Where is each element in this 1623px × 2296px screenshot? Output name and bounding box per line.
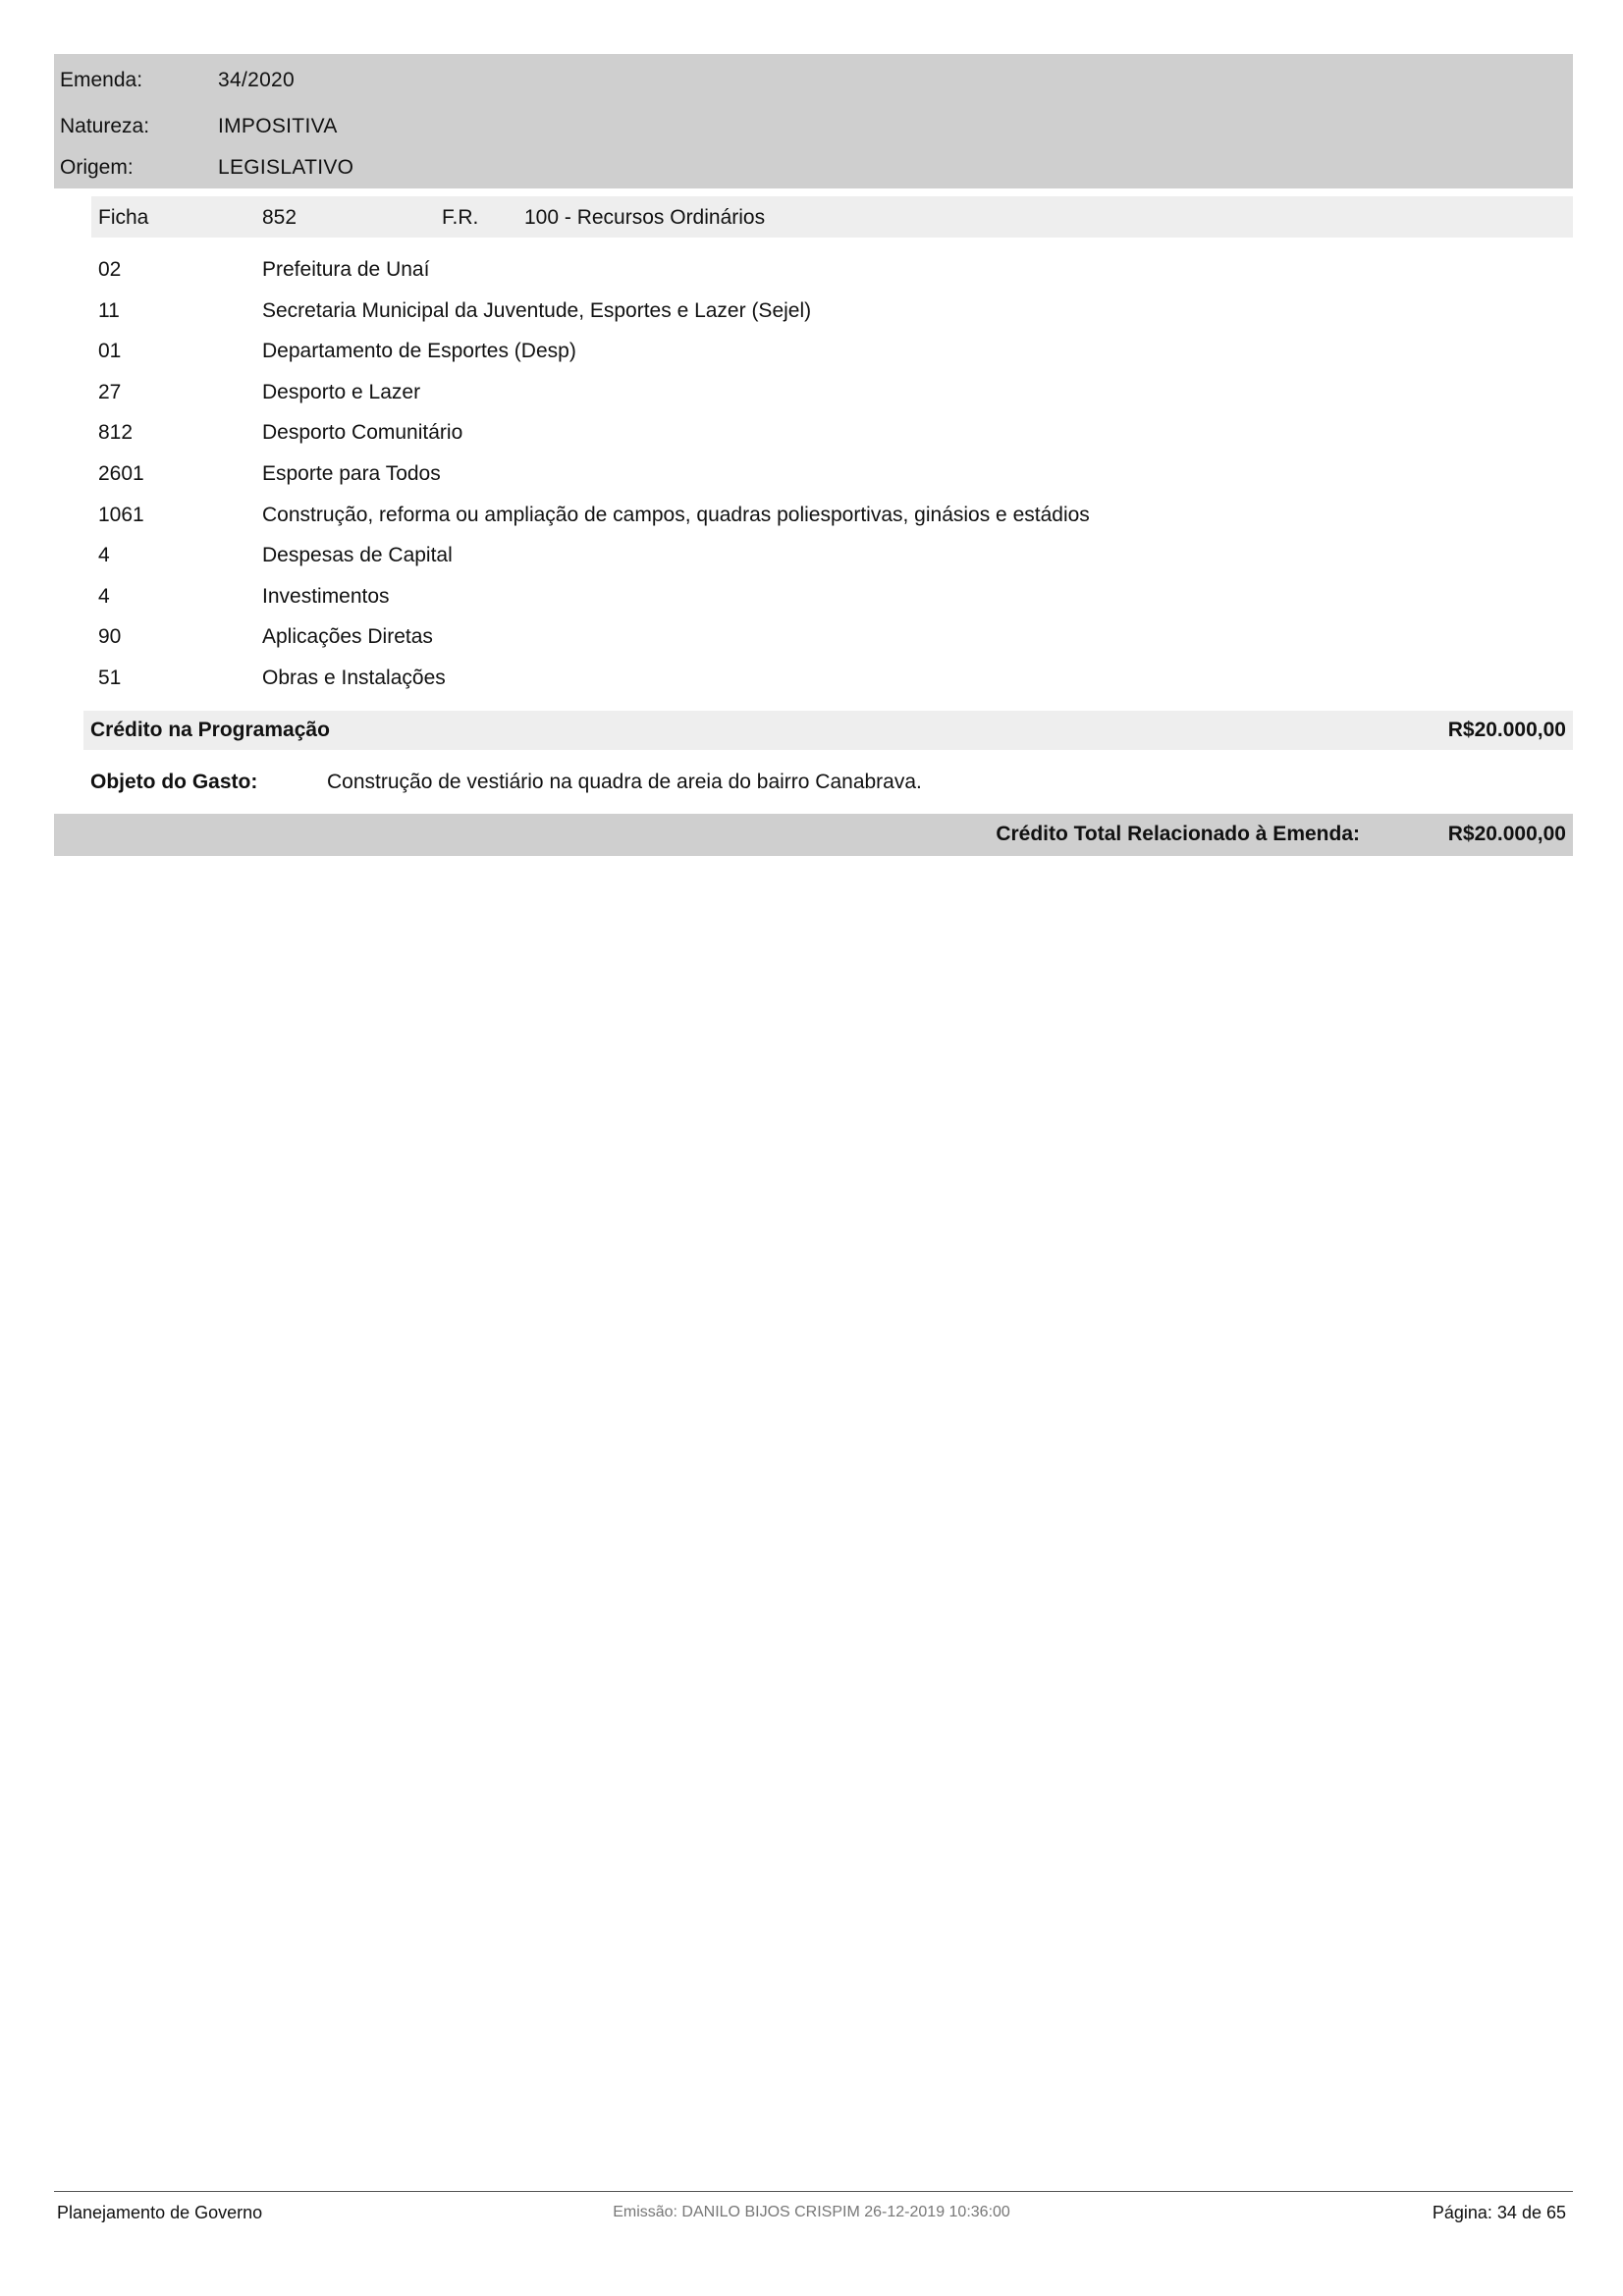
objeto-value: Construção de vestiário na quadra de areia do bairro Canabrava. (327, 771, 922, 793)
list-item-desc: Construção, reforma ou ampliação de campos, quadras poliesportivas, ginásios e estádios (262, 504, 1090, 526)
ficha-bar (91, 196, 1573, 238)
list-item-desc: Desporto Comunitário (262, 421, 463, 444)
list-item-desc: Investimentos (262, 585, 390, 608)
fr-label: F.R. (442, 206, 479, 229)
total-label: Crédito Total Relacionado à Emenda: (996, 823, 1360, 845)
emenda-label: Emenda: (60, 69, 143, 91)
list-item-code: 11 (98, 299, 120, 322)
list-item-code: 4 (98, 585, 110, 608)
list-item-desc: Prefeitura de Unaí (262, 258, 430, 281)
footer-center: Emissão: DANILO BIJOS CRISPIM 26-12-2019 10:36:00 (613, 2204, 1010, 2220)
list-item-desc: Obras e Instalações (262, 667, 446, 689)
natureza-value: IMPOSITIVA (218, 115, 338, 137)
list-item-desc: Departamento de Esportes (Desp) (262, 340, 576, 362)
natureza-label: Natureza: (60, 115, 150, 137)
origem-value: LEGISLATIVO (218, 156, 354, 179)
emenda-value: 34/2020 (218, 69, 296, 91)
list-item-code: 812 (98, 421, 134, 444)
list-item-code: 4 (98, 544, 110, 566)
list-item-code: 51 (98, 667, 122, 689)
credito-label: Crédito na Programação (90, 719, 330, 741)
footer-divider (54, 2191, 1573, 2192)
ficha-label: Ficha (98, 206, 149, 229)
list-item-desc: Despesas de Capital (262, 544, 453, 566)
objeto-label: Objeto do Gasto: (90, 771, 258, 793)
list-item-code: 2601 (98, 462, 144, 485)
list-item-desc: Desporto e Lazer (262, 381, 421, 403)
list-item-code: 02 (98, 258, 122, 281)
ficha-value: 852 (262, 206, 298, 229)
list-item-code: 1061 (98, 504, 144, 526)
origem-label: Origem: (60, 156, 134, 179)
list-item-code: 90 (98, 625, 122, 648)
list-item-code: 01 (98, 340, 122, 362)
list-item-code: 27 (98, 381, 122, 403)
fr-value: 100 - Recursos Ordinários (524, 206, 766, 229)
footer-page-number: Página: 34 de 65 (1432, 2203, 1566, 2222)
list-item-desc: Esporte para Todos (262, 462, 441, 485)
credito-value: R$20.000,00 (1447, 719, 1566, 741)
list-item-desc: Aplicações Diretas (262, 625, 433, 648)
footer-left: Planejamento de Governo (57, 2203, 263, 2222)
total-value: R$20.000,00 (1447, 823, 1566, 845)
list-item-desc: Secretaria Municipal da Juventude, Esportes e Lazer (Sejel) (262, 299, 812, 322)
